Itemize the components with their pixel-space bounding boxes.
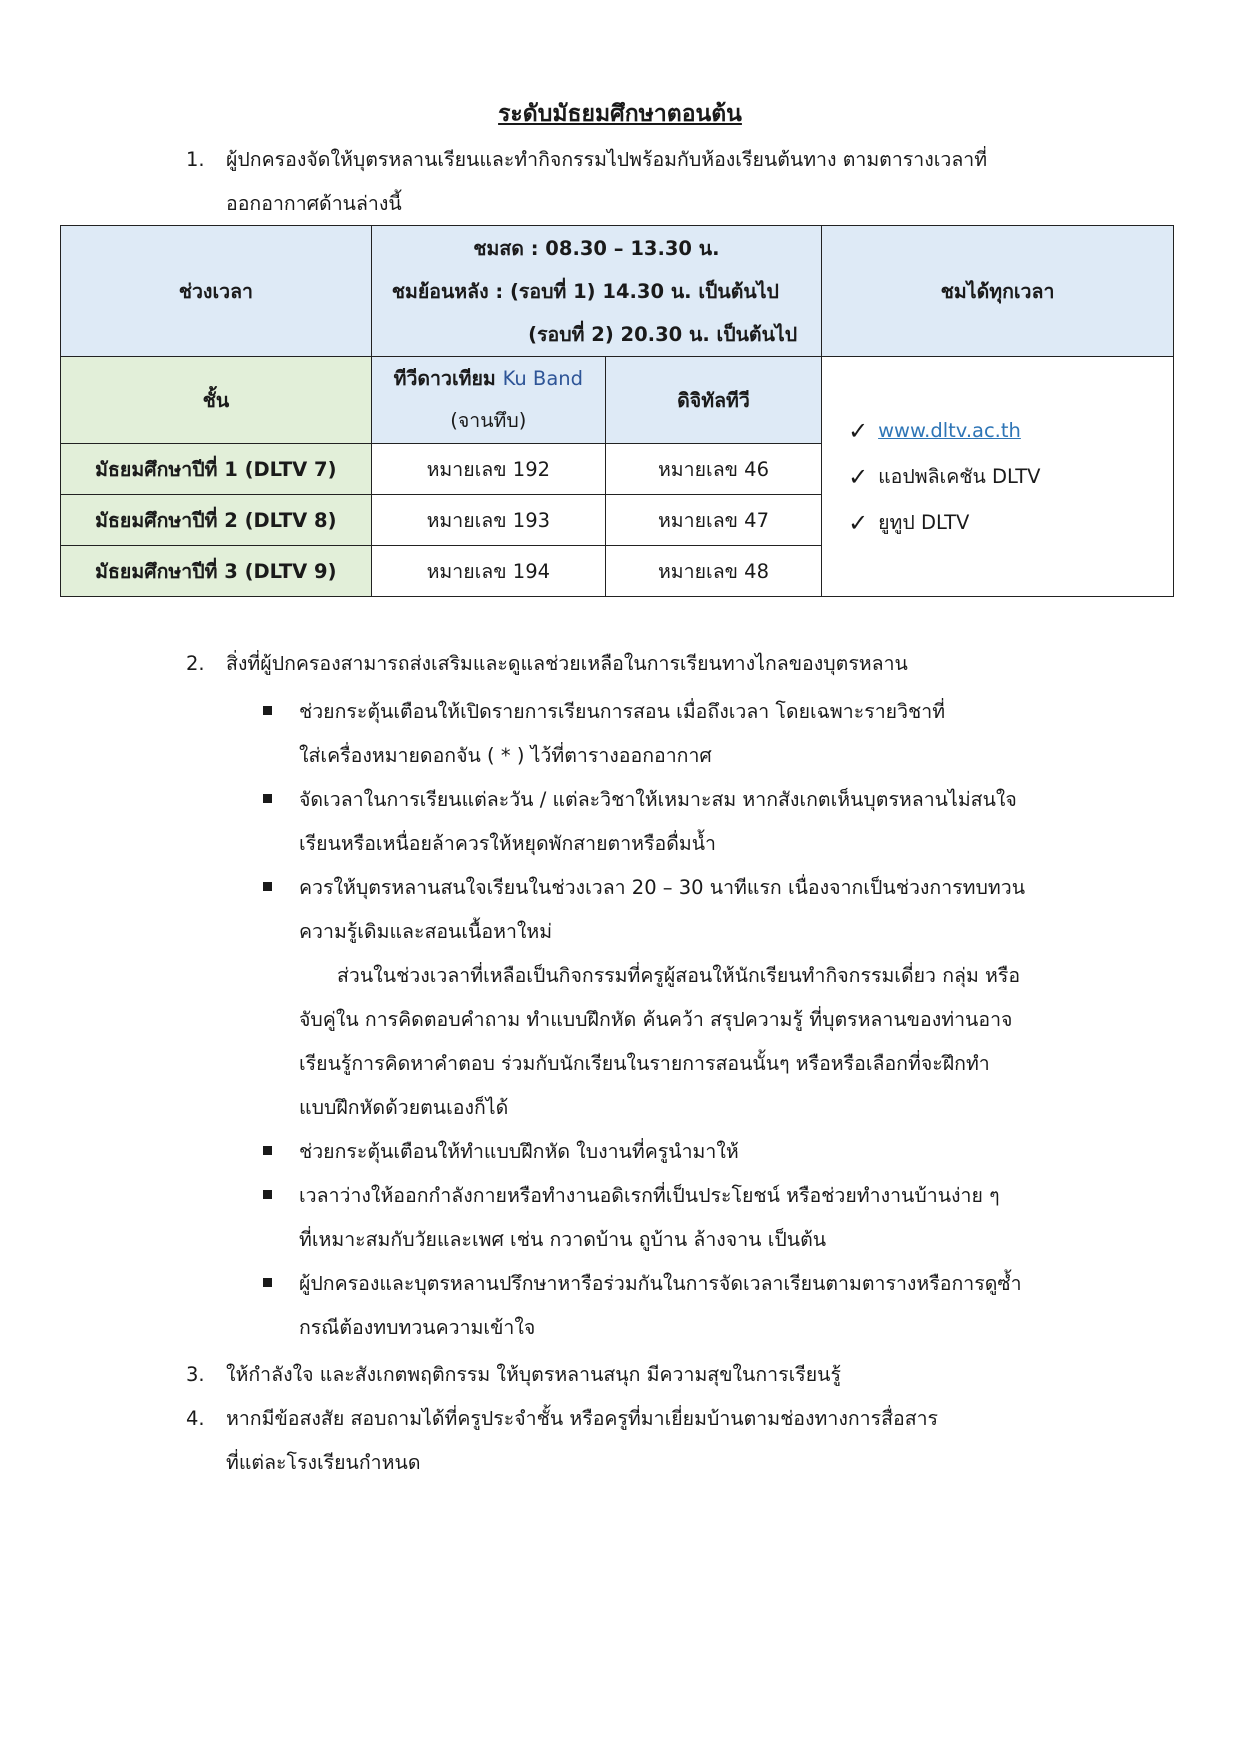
item-number: 3. [186,1363,205,1386]
ku-band-label: Ku Band [502,367,583,390]
bullet-square-icon [263,794,272,803]
bullet-item [263,778,1063,866]
bullet-square-icon [263,1278,272,1287]
digital-channel-cell: หมายเลข 47 [605,495,821,546]
item-text-line: ออกอากาศด้านล่างนี้ [226,192,402,215]
item-text-line: ที่แต่ละโรงเรียนกำหนด [226,1451,421,1474]
grade-header-label: ชั้น [202,388,230,412]
item-text-line: ให้กำลังใจ และสังเกตพฤติกรรม ให้บุตรหลานสนุก มีความสุขในการเรียนรู้ [226,1363,841,1386]
bullet-line: ช่วยกระตุ้นเตือนให้เปิดรายการเรียนการสอน เมื่อถึงเวลา โดยเฉพาะรายวิชาที่ [299,700,946,723]
paragraph-line: จับคู่ใน การคิดตอบคำถาม ทำแบบฝึกหัด ค้นคว้า สรุปความรู้ ที่บุตรหลานของท่านอาจ [299,1008,1013,1031]
item-text-line: หากมีข้อสงสัย สอบถามได้ที่ครูประจำชั้น หรือครูที่มาเยี่ยมบ้านตามช่องทางการสื่อสาร [226,1407,939,1430]
bullet-line: ความรู้เดิมและสอนเนื้อหาใหม่ [299,920,553,943]
grade-cell: มัธยมศึกษาปีที่ 3 (DLTV 9) [61,546,372,597]
grade-cell: มัธยมศึกษาปีที่ 1 (DLTV 7) [61,444,372,495]
bullet-item [263,1130,1063,1174]
schedule-table [60,225,1174,597]
paragraph-line: ส่วนในช่วงเวลาที่เหลือเป็นกิจกรรมที่ครูผู้สอนให้นักเรียนทำกิจกรรมเดี่ยว กลุ่ม หรือ [337,964,1021,987]
time-header-label: ช่วงเวลา [178,279,253,303]
bullet-line: ควรให้บุตรหลานสนใจเรียนในช่วงเวลา 20 – 30 นาทีแรก เนื่องจากเป็นช่วงการทบทวน [299,876,1026,899]
paragraph-line: แบบฝึกหัดด้วยตนเองก็ได้ [299,1096,509,1119]
check-icon: ✓ [848,462,869,491]
bullet-line: ที่เหมาะสมกับวัยและเพศ เช่น กวาดบ้าน ถูบ้าน ล้างจาน เป็นต้น [299,1228,827,1251]
grade-header [61,357,372,444]
list-item-1 [186,138,1066,226]
bullet-line: ผู้ปกครองและบุตรหลานปรึกษาหารือร่วมกันในการจัดเวลาเรียนตามตารางหรือการดูซ้ำ [299,1272,1022,1295]
bullet-square-icon [263,1190,272,1199]
digital-channel-cell: หมายเลข 48 [605,546,821,597]
satellite-dish-label: (จานทึบ) [450,409,527,432]
check-icon: ✓ [848,508,869,537]
satellite-channel-cell: หมายเลข 194 [371,546,605,597]
bullet-square-icon [263,882,272,891]
live-time: ชมสด : 08.30 – 13.30 น. [473,236,720,260]
satellite-header [371,357,605,444]
satellite-channel-cell: หมายเลข 192 [371,444,605,495]
grade-cell: มัธยมศึกษาปีที่ 2 (DLTV 8) [61,495,372,546]
anytime-label: ชมได้ทุกเวลา [940,279,1055,303]
youtube-label: ยูทูป DLTV [878,510,970,534]
access-item[interactable] [848,408,1165,454]
item-text-line: สิ่งที่ผู้ปกครองสามารถส่งเสริมและดูแลช่วยเหลือในการเรียนทางไกลของบุตรหลาน [226,652,908,675]
bullet-item [263,866,1063,954]
access-channels [822,357,1174,597]
page-title: ระดับมัธยมศึกษาตอนต้น [498,101,742,127]
paragraph-line: เรียนรู้การคิดหาคำตอบ ร่วมกับนักเรียนในรายการสอนนั้นๆ หรือหรือเลือกที่จะฝึกทำ [299,1052,990,1075]
support-bullets [263,690,1063,1350]
item-number: 1. [186,148,205,171]
bullet-item [263,1262,1063,1350]
item-number: 4. [186,1407,205,1430]
bullet-square-icon [263,706,272,715]
replay-time-1: ชมย้อนหลัง : (รอบที่ 1) 14.30 น. เป็นต้นไป [391,279,779,303]
bullet-line: เวลาว่างให้ออกกำลังกายหรือทำงานอดิเรกที่เป็นประโยชน์ หรือช่วยทำงานบ้านง่าย ๆ [299,1184,1000,1207]
satellite-label: ทีวีดาวเทียม [393,367,496,390]
satellite-channel-cell: หมายเลข 193 [371,495,605,546]
digital-label: ดิจิทัลทีวี [677,388,750,412]
list-item-3 [186,1353,1066,1397]
item-number: 2. [186,652,205,675]
list-item-4 [186,1397,1066,1485]
digital-channel-cell: หมายเลข 46 [605,444,821,495]
item-text-line: ผู้ปกครองจัดให้บุตรหลานเรียนและทำกิจกรรมไปพร้อมกับห้องเรียนต้นทาง ตามตารางเวลาที่ [226,148,988,171]
broadcast-times-header [371,226,821,357]
bullet-square-icon [263,1146,272,1155]
bullet-item [263,690,1063,778]
time-header [61,226,372,357]
bullet-line: เรียนหรือเหนื่อยล้าควรให้หยุดพักสายตาหรือดื่มน้ำ [299,832,716,855]
bullet-line: จัดเวลาในการเรียนแต่ละวัน / แต่ละวิชาให้เหมาะสม หากสังเกตเห็นบุตรหลานไม่สนใจ [299,788,1017,811]
list-item-2 [186,642,1066,686]
bullet-line: กรณีต้องทบทวนความเข้าใจ [299,1316,536,1339]
explanation-paragraph [263,954,1063,1130]
app-label: แอปพลิเคชัน DLTV [878,464,1041,488]
bullet-line: ใส่เครื่องหมายดอกจัน ( * ) ไว้ที่ตารางออกอากาศ [299,744,712,767]
bullet-item [263,1174,1063,1262]
check-icon: ✓ [848,416,869,445]
access-item [848,500,1165,546]
bullet-line: ช่วยกระตุ้นเตือนให้ทำแบบฝึกหัด ใบงานที่ครูนำมาให้ [299,1140,739,1163]
anytime-header [822,226,1174,357]
website-link[interactable]: www.dltv.ac.th [878,418,1021,442]
replay-time-2: (รอบที่ 2) 20.30 น. เป็นต้นไป [528,322,798,346]
digital-header [605,357,821,444]
access-item [848,454,1165,500]
